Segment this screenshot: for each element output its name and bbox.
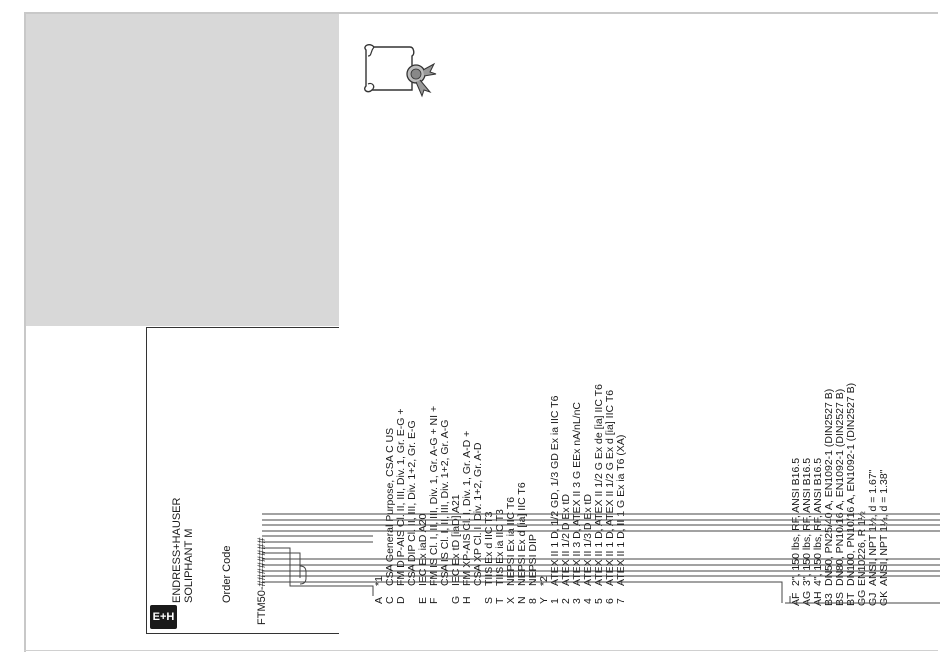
connection-code: GG [856,589,868,606]
approval-text: FM DIP-AIS Cl. II, III, Div. 1, Gr. E-G + [395,408,407,586]
approval-code: C [384,596,396,604]
order-code: FTM50-######## [256,537,268,625]
approval-code: Y [538,596,550,604]
connection-code: BT [845,592,857,606]
order-code-label: Order Code [221,545,233,603]
approval-code: S [483,596,495,604]
approval-text: *1 [373,576,385,586]
approval-text: ATEX II 1 D, ATEX II 1/2 G Ex d [ia] IIC T6 [604,389,616,586]
approval-text: ATEX II 3 D, ATEX II 3 G EEx nA/nL/nC [571,401,583,586]
approval-text: ATEX II 1 D, II 1 G Ex ia T6 (XA) [615,434,627,586]
approval-text: NEPSI Ex d [ia] IIC T6 [516,482,528,586]
approval-code: D [395,596,407,604]
connection-code: AH [812,591,824,606]
approval-text: TIIS Ex d IIC T3 [483,511,495,586]
approval-code: 8 [527,598,539,604]
approval-code: E [417,596,429,604]
connection-text: ANSI, NPT 1¼, d = 1.38" [878,469,890,586]
product-name: SOLIPHANT M [183,528,195,603]
approval-text: IEC Ex iaD A20 [417,513,429,586]
approval-text: CSA DIP Cl. II, III, Div. 1+2, Gr. E-G [406,420,418,586]
approval-text: NEPSI Ex ia IIC T6 [505,496,517,586]
connection-text: DN50, PN25/40 A, EN1092-1 (DIN2527 B) [823,388,835,586]
connection-text: 2", 150 lbs, RF, ANSI B16.5 [790,457,802,586]
approval-text: FM IS Cl. I, II, III, Div. 1, Gr. A-G + NI + [428,405,440,586]
approval-text: CSA IS Cl. I, II, III, Div. 1+2, Gr. A-G [439,419,451,586]
approval-code: 3 [571,598,583,604]
approval-text: CSA XP Cl. I, Div. 1+2, Gr. A-D [472,442,484,586]
connection-text: 3", 150 lbs, RF, ANSI B16.5 [801,457,813,586]
approval-code: 1 [549,598,561,604]
approval-text: IEC Ex tD [iaD] A21 [450,494,462,586]
approval-text: ATEX II 1/3 D Ex tD [582,494,594,586]
approval-text: *2 [538,576,550,586]
approval-code: G [450,595,462,604]
approval-text: FM XP-AIS Cl. I, Div. 1, Gr. A-D + [461,430,473,586]
connection-text: DN100, PN10/16 A, EN1092-1 (DIN2527 B) [845,382,857,586]
connection-text: 4", 150 lbs, RF, ANSI B16.5 [812,457,824,586]
connection-code: AG [801,590,813,606]
approval-code: 6 [604,598,616,604]
endress-hauser-logo: E+H [150,605,177,629]
approval-text: NEPSI DIP [527,534,539,586]
approval-text: CSA General Purpose, CSA C US [384,427,396,586]
approval-code: T [494,597,506,604]
connection-code: GK [878,590,890,606]
approval-text: ATEX II 1/2 D Ex tD [560,494,572,586]
approval-code: 4 [582,598,594,604]
approval-code: N [516,596,528,604]
approval-text: TIIS Ex ia IIC T3 [494,509,506,586]
approval-code: F [428,597,440,604]
approval-text: ATEX II 1 D, 1/2 GD, 1/3 GD Ex ia IIC T6 [549,395,561,586]
approval-text: ATEX II 1 D, ATEX II 1/2 G Ex de [ia] IIC T6 [593,384,605,586]
connection-text: ANSI, NPT 1½, d = 1.67" [867,469,879,586]
approval-code: H [461,596,473,604]
manufacturer-name: ENDRESS+HAUSER [171,497,183,603]
connection-code: B3 [823,593,835,606]
approval-code: A [373,596,385,604]
connection-text: EN10226, R 1½ [856,511,868,586]
approval-code: 5 [593,598,605,604]
connection-text: DN80, PN10/16 A, EN1092-1 (DIN2527 B) [834,388,846,586]
connection-code: GJ [867,592,879,606]
approval-code: 2 [560,598,572,604]
connection-code: AF [790,592,802,606]
approval-code: 7 [615,598,627,604]
connection-code: BS [834,591,846,606]
approval-code: X [505,596,517,604]
